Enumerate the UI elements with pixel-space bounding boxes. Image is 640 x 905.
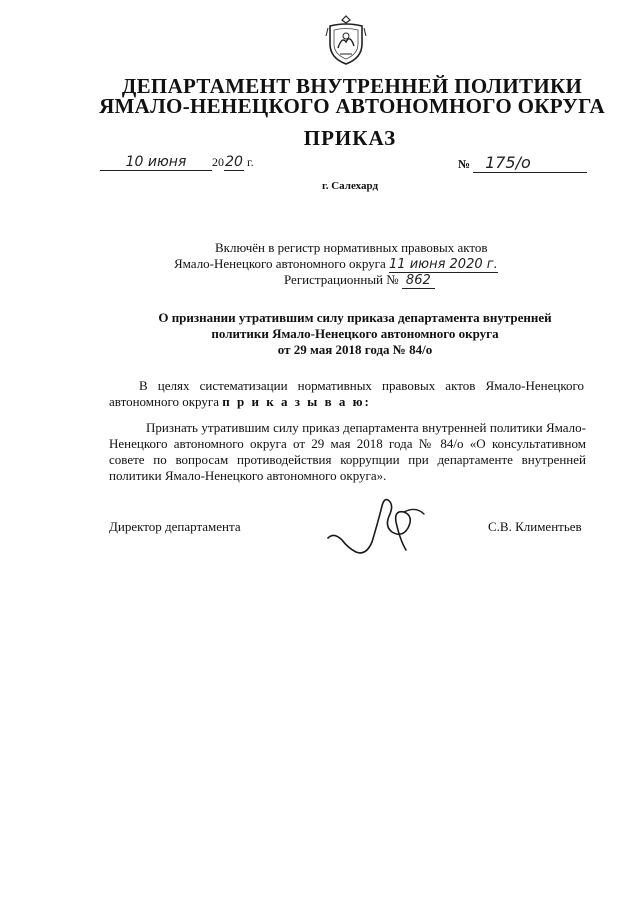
subject-line1: О признании утратившим силу приказа департамента внутренней: [158, 310, 552, 325]
registry-line2-text: Ямало-Ненецкого автономного округа: [174, 256, 386, 271]
signer-title: Директор департамента: [109, 519, 241, 534]
order-date: [100, 154, 290, 171]
subject-line3: от 29 мая 2018 года № 84/о: [277, 342, 433, 357]
registry-line3: [284, 272, 435, 288]
signer-name: С.В. Климентьев: [488, 519, 582, 534]
order-year-prefix: 20: [212, 155, 224, 169]
order-number: [458, 153, 598, 173]
city: г. Салехард: [321, 180, 379, 192]
order-year-suffix: г.: [247, 155, 254, 169]
coat-of-arms-icon: [324, 14, 368, 66]
registry-number-handwritten: 862: [402, 273, 435, 289]
order-number-handwritten: 175/о: [485, 153, 531, 172]
registry-date-handwritten: 11 июня 2020 г.: [389, 257, 498, 272]
registry-line2: [174, 256, 498, 272]
registry-line1: Включён в регистр нормативных правовых актов: [215, 240, 488, 255]
department-name-line2: ЯМАЛО-НЕНЕЦКОГО АВТОНОМНОГО ОКРУГА: [99, 94, 605, 118]
document-title: ПРИКАЗ: [303, 126, 397, 150]
body-paragraph-1-text: В целях систематизации нормативных правовых актов Ямало-Ненецкого автономного округа: [109, 378, 584, 409]
body-paragraph-1-emph: п р и к а з ы в а ю:: [222, 394, 371, 409]
order-number-prefix: №: [458, 157, 471, 171]
order-year-handwritten: 20: [225, 154, 243, 170]
order-date-handwritten: 10 июня: [125, 154, 187, 170]
body-paragraph-1: [109, 378, 584, 410]
department-name-line1: ДЕПАРТАМЕНТ ВНУТРЕННЕЙ ПОЛИТИКИ: [121, 74, 583, 98]
registry-line3-text: Регистрационный №: [284, 272, 399, 287]
subject-line2: политики Ямало-Ненецкого автономного округа: [211, 326, 499, 341]
body-paragraph-2: Признать утратившим силу приказ департамента внутренней политики Ямало-Ненецкого автономного округа от 29 мая 2018 года № 84/о «О консультативном совете по вопросам противодействия коррупции при департаменте внутренней политики Ямало-Ненецкого автономного округа».: [109, 420, 586, 483]
handwritten-signature: [320, 492, 440, 562]
